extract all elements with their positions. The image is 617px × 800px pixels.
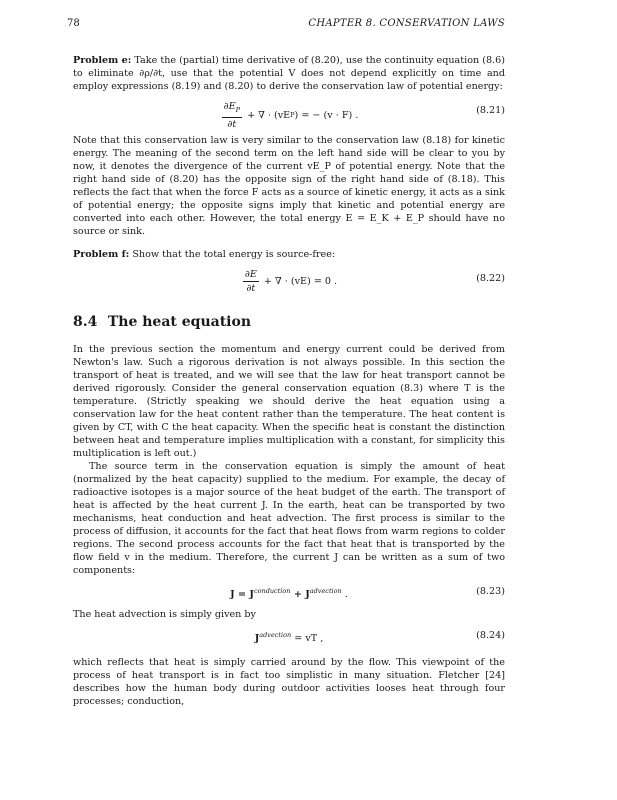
- paragraph-4: which reflects that heat is simply carried around by the flow. This viewpoint of the process of heat transport is in fact too simplistic in many situation. Fletcher [24] describes how the human body during outdoor activities looses heat through four processes; conduction,: [73, 657, 505, 707]
- eq-end: .: [341, 589, 348, 600]
- eq-sup-advection: advection: [259, 631, 292, 639]
- eq-rest-2: ) = − (v · F) .: [294, 109, 359, 121]
- equation-number: (8.22): [476, 273, 505, 284]
- eq-rhs: = vT ,: [291, 633, 324, 644]
- equation-8-22: [73, 264, 505, 298]
- equation-8-21: [73, 96, 505, 130]
- equation-8-24: [73, 624, 505, 648]
- problem-e-text: Take the (partial) time derivative of (8.20), use the continuity equation (8.6) to eliminate ∂ρ/∂t, use that the potential V does not depend explicitly on time and employ expressions (8.19) and (8.20) to derive the conservation law of potential energy:: [73, 55, 505, 92]
- fraction: [222, 100, 242, 131]
- eq-mid: + J: [290, 589, 310, 600]
- section-heading: [73, 316, 505, 329]
- running-header: [67, 17, 505, 31]
- eq-numerator: ∂E: [223, 101, 236, 112]
- equation-number: (8.21): [476, 105, 505, 116]
- equation-8-23: [73, 580, 505, 604]
- eq-sup-advection: advection: [309, 587, 342, 595]
- chapter-title: CHAPTER 8. CONSERVATION LAWS: [308, 18, 505, 29]
- page-number: 78: [67, 18, 80, 29]
- fraction: [243, 268, 259, 295]
- problem-e: [73, 54, 505, 93]
- problem-f: [73, 248, 505, 261]
- problem-f-label: Problem f:: [73, 249, 130, 260]
- eq-denominator: ∂t: [227, 118, 237, 130]
- paragraph-1: In the previous section the momentum and energy current could be derived from Newton's law. Such a rigorous derivation is not always possible. In this section the transport of heat is treated, and we will see that the law for heat transport cannot be derived rigorously. Consider the general conservation equation (8.3) where T is the temperature. (Strictly speaking we should derive the heat equation using a conservation law for the heat content rather than the temperature. The heat content is given by CT, with C the heat capacity. When the specific heat is constant the distinction between heat and temperature implies multiplication with a constant, for simplicity this multiplication is left out.): [73, 344, 505, 459]
- paragraph-after-e: Note that this conservation law is very similar to the conservation law (8.18) for kinetic energy. The meaning of the second term on the left hand side will be clear to you by now, it denotes the divergence of the current vE_P of potential energy. Note that the right hand side of (8.20) has the opposite sign of the right hand side of (8.18). This reflects the fact that when the force F acts as a source of kinetic energy, it acts as a sink of potential energy; the opposite signs imply that kinetic and potential energy are converted into each other. However, the total energy E = E_K + E_P should have no source or sink.: [73, 135, 505, 237]
- eq-rest-sub: P: [290, 110, 295, 119]
- equation-number: (8.23): [476, 586, 505, 597]
- eq-lhs: J: [254, 633, 260, 644]
- section-title: The heat equation: [107, 314, 251, 330]
- page: [67, 17, 505, 708]
- paragraph-2: The source term in the conservation equation is simply the amount of heat (normalized by the heat capacity) supplied to the medium. For example, the decay of radioactive isotopes is a major source of the heat budget of the earth. The transport of heat is affected by the heat current J. In the earth, heat can be transported by two mechanisms, heat conduction and heat advection. The first process is similar to the process of diffusion, it accounts for the fact that heat flows from warm regions to colder regions. The second process accounts for the fact that heat that is transported by the flow field v in the medium. Therefore, the current J can be written as a sum of two components:: [73, 461, 505, 576]
- paragraph-3: The heat advection is simply given by: [73, 609, 256, 620]
- equation-number: (8.24): [476, 630, 505, 641]
- eq-denominator: ∂t: [246, 283, 256, 294]
- eq-rest: + ∇ · (vE: [247, 109, 291, 121]
- eq-sup-conduction: conduction: [253, 587, 291, 595]
- eq-rest: + ∇ · (vE) = 0 .: [263, 276, 338, 287]
- problem-f-text: Show that the total energy is source-free:: [132, 249, 336, 260]
- eq-numerator: ∂E: [244, 269, 257, 280]
- eq-numerator-sub: P: [235, 105, 240, 114]
- problem-e-label: Problem e:: [73, 55, 132, 66]
- section-number: 8.4: [73, 314, 98, 330]
- eq-lhs: J = J: [230, 589, 254, 600]
